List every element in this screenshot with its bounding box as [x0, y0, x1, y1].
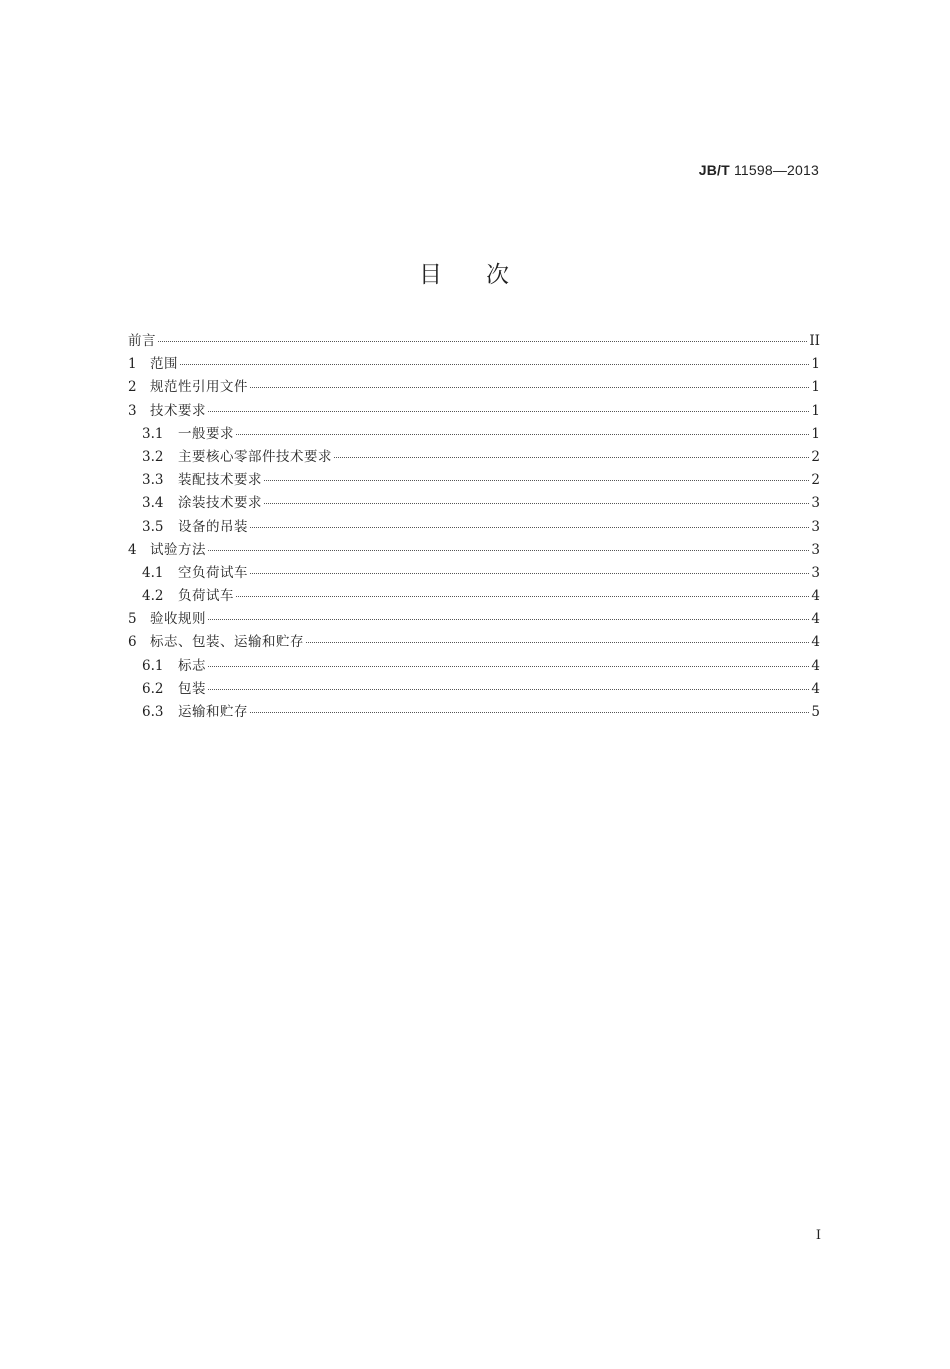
toc-entry-label: 前言 [128, 333, 156, 349]
toc-entry[interactable] [128, 608, 820, 631]
toc-entry-number: 3.3 [142, 472, 164, 489]
toc-dot-leader [250, 711, 809, 713]
toc-entry-page: 2 [811, 448, 820, 465]
standard-code-number: 11598—2013 [729, 162, 819, 178]
toc-dot-leader [250, 526, 809, 528]
toc-entry[interactable] [128, 423, 820, 446]
toc-entry-label: 装配技术要求 [178, 472, 262, 489]
toc-entry[interactable] [128, 376, 820, 399]
toc-entry-label: 范围 [150, 356, 178, 373]
toc-entry-page: 4 [811, 611, 820, 628]
toc-dot-leader [208, 688, 809, 690]
table-of-contents [128, 330, 820, 724]
toc-dot-leader [158, 340, 807, 342]
toc-entry-number: 6.1 [142, 657, 164, 674]
toc-dot-leader [264, 479, 809, 481]
toc-dot-leader [208, 549, 809, 551]
toc-entry-number: 4.1 [142, 564, 164, 581]
toc-entry-page: 4 [811, 657, 820, 674]
toc-dot-leader [250, 386, 809, 388]
toc-entry-label: 设备的吊装 [178, 518, 248, 535]
toc-entry[interactable] [128, 353, 820, 376]
toc-entry-page: 5 [811, 704, 820, 720]
toc-entry-label: 试验方法 [150, 541, 206, 558]
toc-entry-label: 空负荷试车 [178, 564, 248, 581]
toc-entry-label: 包装 [178, 680, 206, 697]
toc-entry-number: 6.3 [142, 704, 164, 720]
toc-dot-leader [208, 618, 809, 620]
toc-entry-label: 标志、包装、运输和贮存 [150, 634, 304, 651]
page-number: I [815, 1228, 821, 1243]
toc-entry-page: 3 [811, 518, 820, 535]
toc-entry-number: 1 [128, 356, 137, 373]
toc-entry-number: 3.4 [142, 495, 164, 512]
toc-entry-label: 涂装技术要求 [178, 495, 262, 512]
toc-entry[interactable] [128, 701, 820, 724]
toc-entry-page: 4 [811, 680, 820, 697]
toc-dot-leader [264, 502, 809, 504]
toc-entry-page: 1 [811, 402, 820, 419]
toc-entry-page: 3 [811, 495, 820, 512]
standard-code [699, 162, 819, 178]
toc-entry-number: 4 [128, 541, 137, 558]
toc-entry[interactable] [128, 516, 820, 539]
toc-entry-page: II [809, 333, 820, 349]
standard-code-prefix: JB/T [698, 162, 730, 178]
toc-entry-label: 技术要求 [150, 402, 206, 419]
toc-entry-label: 规范性引用文件 [150, 379, 248, 396]
toc-entry[interactable] [128, 585, 820, 608]
toc-entry[interactable] [128, 539, 820, 562]
toc-entry[interactable] [128, 492, 820, 515]
toc-entry-page: 3 [811, 541, 820, 558]
toc-entry-label: 主要核心零部件技术要求 [178, 448, 332, 465]
toc-entry-number: 3 [128, 402, 137, 419]
toc-entry-label: 运输和贮存 [178, 704, 248, 720]
toc-dot-leader [334, 456, 809, 458]
toc-dot-leader [306, 641, 809, 643]
toc-entry[interactable] [128, 330, 820, 353]
toc-entry-label: 负荷试车 [178, 588, 234, 605]
toc-dot-leader [236, 595, 809, 597]
toc-title: 目次 [419, 262, 553, 288]
toc-entry-number: 4.2 [142, 588, 164, 605]
toc-entry-page: 1 [811, 425, 820, 442]
toc-entry-page: 1 [811, 379, 820, 396]
toc-dot-leader [250, 572, 809, 574]
toc-entry[interactable] [128, 469, 820, 492]
toc-dot-leader [208, 410, 809, 412]
toc-dot-leader [180, 363, 809, 365]
toc-entry[interactable] [128, 446, 820, 469]
toc-entry[interactable] [128, 400, 820, 423]
toc-dot-leader [236, 433, 809, 435]
toc-entry-label: 一般要求 [178, 425, 234, 442]
toc-dot-leader [208, 665, 809, 667]
toc-entry[interactable] [128, 562, 820, 585]
toc-entry-number: 6 [128, 634, 137, 651]
toc-entry-number: 5 [128, 611, 137, 628]
toc-entry-label: 标志 [178, 657, 206, 674]
toc-entry-page: 1 [811, 356, 820, 373]
toc-entry-page: 2 [811, 472, 820, 489]
toc-entry[interactable] [128, 678, 820, 701]
toc-entry-number: 2 [128, 379, 137, 396]
toc-entry-number: 6.2 [142, 680, 164, 697]
toc-entry[interactable] [128, 655, 820, 678]
toc-entry-page: 4 [811, 634, 820, 651]
toc-entry-page: 4 [811, 588, 820, 605]
toc-entry-page: 3 [811, 564, 820, 581]
toc-entry[interactable] [128, 631, 820, 654]
toc-entry-number: 3.5 [142, 518, 164, 535]
toc-entry-number: 3.2 [142, 448, 164, 465]
toc-entry-label: 验收规则 [150, 611, 206, 628]
toc-entry-number: 3.1 [142, 425, 164, 442]
